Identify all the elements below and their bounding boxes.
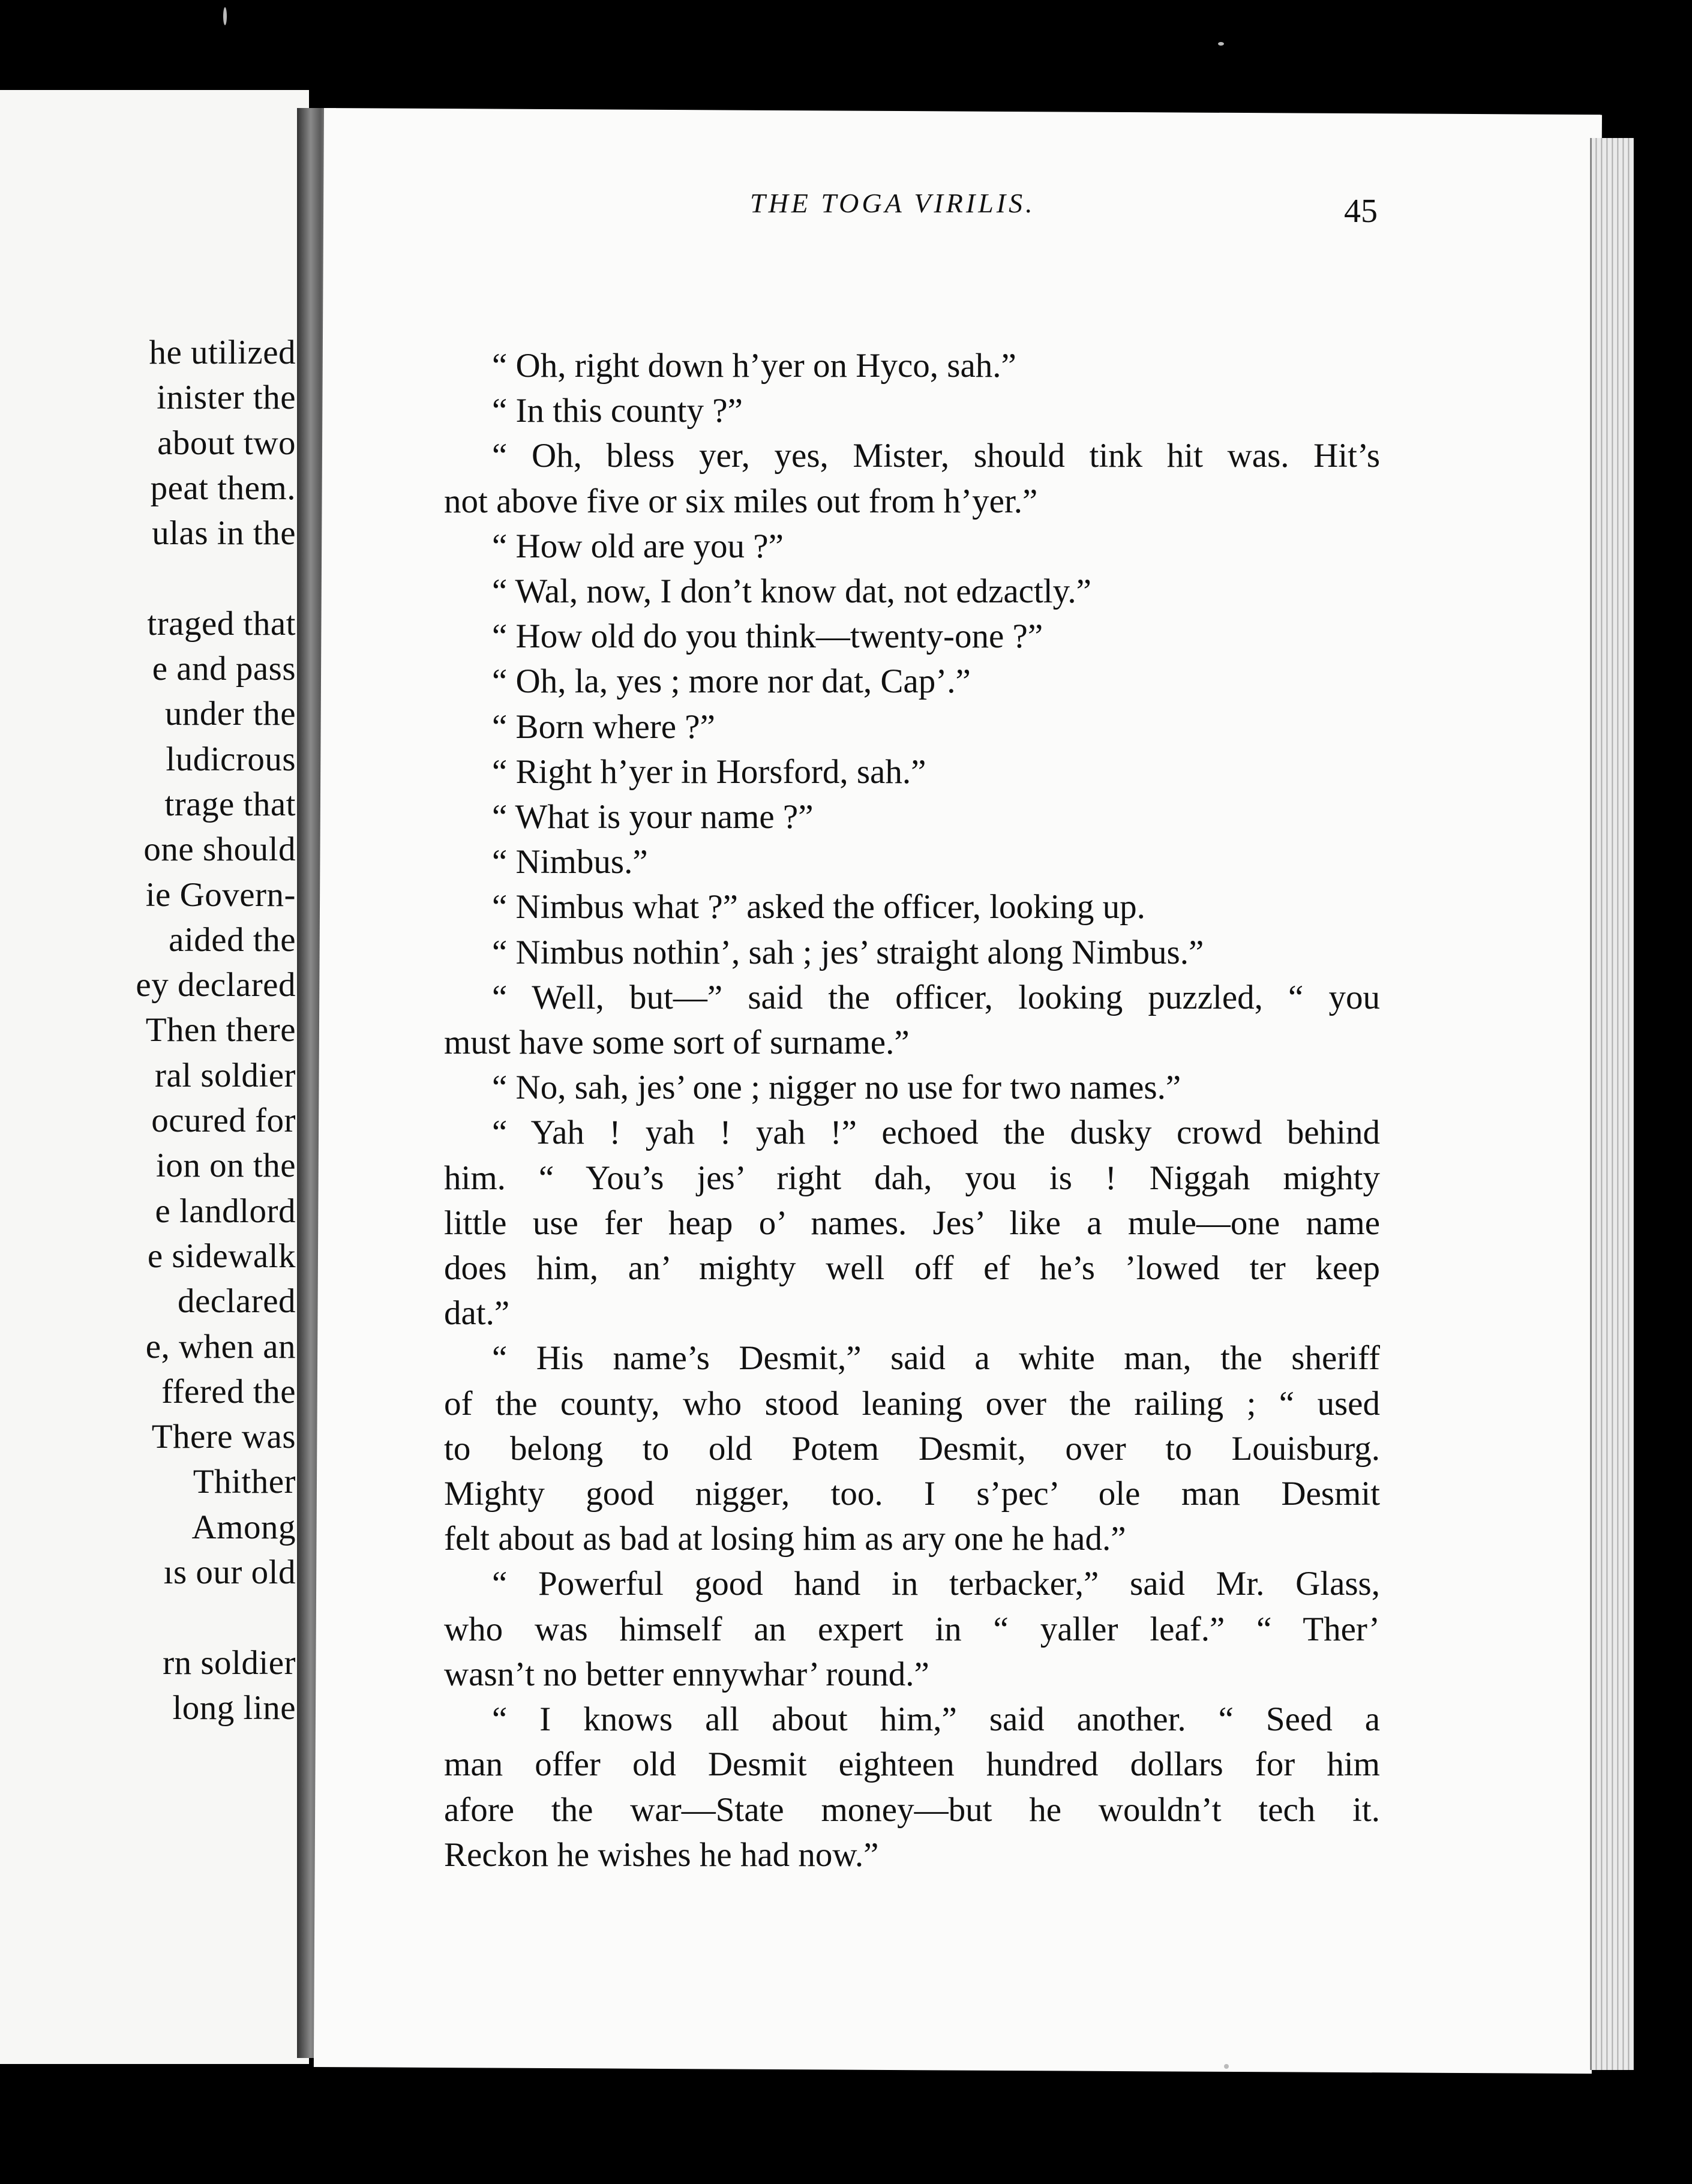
left-page-line: e sidewalk [147, 1237, 296, 1275]
text-line: “ I knows all about him,” said another. “ Seed a [492, 1700, 1380, 1739]
text-line: “ Nimbus what ?” asked the officer, looking up. [492, 888, 1145, 926]
text-line: him. “ You’s jes’ right dah, you is ! Niggah mighty [444, 1159, 1380, 1197]
left-page-line: There was [151, 1418, 296, 1456]
left-page-line: ey declared [136, 966, 296, 1004]
left-page-line: rn soldier [163, 1643, 296, 1682]
left-page-line: e and pass [152, 650, 296, 688]
text-line: does him, an’ mighty well off ef he’s ’lowed ter keep [444, 1249, 1380, 1288]
left-page-line: ocured for [151, 1102, 296, 1140]
text-line: “ Oh, bless yer, yes, Mister, should tink hit was. Hit’s [492, 437, 1380, 475]
left-page-text [0, 330, 296, 1730]
text-line: “ Right h’yer in Horsford, sah.” [492, 752, 926, 791]
left-page-line: ral soldier [154, 1056, 296, 1094]
dust-speck [1218, 42, 1224, 46]
text-line: “ Nimbus.” [492, 843, 648, 881]
dust-speck [1224, 2064, 1229, 2069]
running-head [432, 187, 1378, 230]
text-line: man offer old Desmit eighteen hundred dollars for him [444, 1745, 1380, 1784]
text-line: wasn’t no better ennywhar’ round.” [444, 1655, 929, 1693]
left-page-line [0, 1595, 296, 1640]
text-line: of the county, who stood leaning over the railing ; “ used [444, 1384, 1380, 1423]
text-line: “ Yah ! yah ! yah !” echoed the dusky crowd behind [492, 1114, 1380, 1152]
left-page-line: under the [164, 695, 296, 733]
left-page-line: ffered the [161, 1372, 296, 1411]
page-edges [1590, 138, 1634, 2070]
text-line: “ Nimbus nothin’, sah ; jes’ straight along Nimbus.” [492, 933, 1204, 971]
text-line: Reckon he wishes he had now.” [444, 1835, 879, 1874]
text-line: “ How old do you think—twenty-one ?” [492, 617, 1043, 656]
text-line: “ His name’s Desmit,” said a white man, the sheriff [492, 1339, 1380, 1378]
text-line: “ Born where ?” [492, 707, 715, 746]
left-page-line: Thither [193, 1463, 296, 1501]
text-line: “ Oh, right down h’yer on Hyco, sah.” [492, 347, 1016, 385]
left-page-line: ion on the [156, 1147, 296, 1185]
left-page-line: trage that [164, 785, 296, 823]
running-title: THE TOGA VIRILIS. [750, 188, 1036, 218]
left-page-line: one should [143, 830, 296, 869]
text-line: not above five or six miles out from h’yer.” [444, 482, 1038, 520]
text-line: must have some sort of surname.” [444, 1024, 910, 1062]
page-number: 45 [1344, 193, 1378, 230]
text-line: “ Well, but—” said the officer, looking puzzled, “ you [492, 978, 1380, 1016]
text-line: “ Powerful good hand in terbacker,” said Mr. Glass, [492, 1565, 1380, 1603]
left-page-line: aided the [169, 920, 296, 959]
left-page-line: declared [177, 1282, 296, 1321]
text-line: “ No, sah, jes’ one ; nigger no use for two names.” [492, 1069, 1181, 1107]
left-page-line: inister the [157, 379, 296, 417]
left-page-line [0, 556, 296, 601]
text-line: little use fer heap o’ names. Jes’ like a mule—one name [444, 1204, 1380, 1242]
left-page-line: Among [191, 1508, 296, 1546]
text-line: “ Oh, la, yes ; more nor dat, Cap’.” [492, 662, 971, 701]
left-page-line: e landlord [155, 1192, 296, 1230]
text-line: “ Wal, now, I don’t know dat, not edzactly.” [492, 572, 1091, 611]
left-page-line: ludicrous [166, 740, 296, 778]
dust-speck [223, 7, 227, 25]
text-line: “ In this county ?” [492, 392, 743, 430]
text-line: who was himself an expert in “ yaller leaf.” “ Ther’ [444, 1610, 1380, 1648]
left-page-line: traged that [147, 604, 296, 643]
text-line: “ How old are you ?” [492, 527, 784, 565]
body-text [444, 343, 1380, 1877]
left-page-line: ıs our old [163, 1553, 296, 1592]
text-line: to belong to old Potem Desmit, over to Louisburg. [444, 1429, 1380, 1468]
left-page-line: long line [172, 1688, 296, 1727]
text-line: “ What is your name ?” [492, 798, 814, 836]
left-page-line: ulas in the [152, 514, 296, 553]
left-page-line: he utilized [149, 334, 296, 371]
text-line: afore the war—State money—but he wouldn’t tech it. [444, 1790, 1380, 1829]
left-page-line: peat them. [150, 469, 296, 507]
text-line: dat.” [444, 1294, 510, 1333]
left-facing-page [0, 90, 309, 2064]
text-line: felt about as bad at losing him as ary one he had.” [444, 1520, 1126, 1558]
left-page-line: e, when an [145, 1327, 296, 1366]
left-page-line: ie Govern- [145, 875, 296, 914]
left-page-line: about two [157, 424, 296, 462]
text-line: Mighty good nigger, too. I s’pec’ ole man Desmit [444, 1475, 1380, 1513]
left-page-line: Then there [145, 1011, 296, 1049]
